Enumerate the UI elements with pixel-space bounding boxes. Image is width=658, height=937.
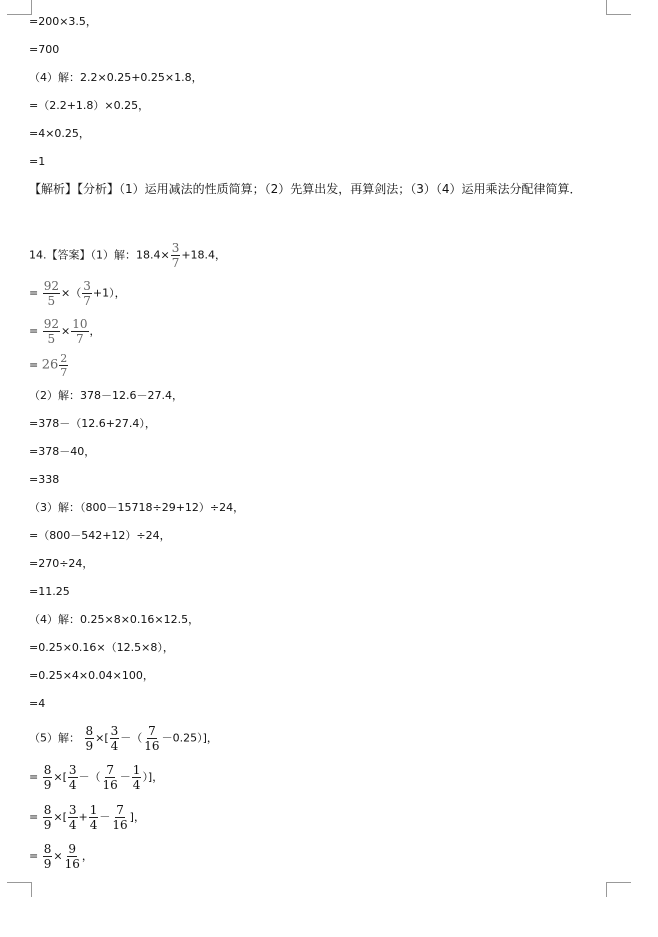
fraction-eight-ninths: $\frac{8}{9}$: [85, 724, 94, 753]
fraction-seven-sixteenths: $\frac{7}{16}$: [144, 724, 160, 753]
fraction-seven-sixteenths: $\frac{7}{16}$: [112, 803, 128, 832]
answer-14-suffix: +18.4，: [181, 248, 227, 262]
fraction-eight-ninths: $\frac{8}{9}$: [43, 842, 52, 871]
fraction-three-sevenths: $\frac{3}{7}$: [171, 241, 180, 270]
step-line-fraction: = $\frac{92}{5}$ ×（ $\frac{3}{7}$ +1），: [29, 279, 126, 308]
fraction-three-fourths: $\frac{3}{4}$: [68, 803, 77, 832]
crop-mark-top-left: [7, 0, 32, 15]
step-line-fraction: = $\frac{8}{9}$ ×[ $\frac{3}{4}$ + $\frac{1}{4}$ － $\frac{7}{16}$ ]，: [29, 803, 145, 832]
step-line: =378－（12.6+27.4），: [29, 417, 156, 430]
step-line: =（800－542+12）÷24，: [29, 529, 171, 542]
mixed-number-whole: 26: [41, 357, 59, 373]
step-line: =338: [29, 473, 60, 486]
fraction-eight-ninths: $\frac{8}{9}$: [43, 763, 52, 792]
step-line: （3）解：（800－15718÷29+12）÷24，: [29, 501, 245, 514]
step-line: =（2.2+1.8）×0.25，: [29, 99, 150, 112]
fraction-three-sevenths: $\frac{3}{7}$: [83, 279, 91, 308]
crop-mark-top-right: [606, 0, 631, 15]
fraction-three-fourths: $\frac{3}{4}$: [68, 763, 77, 792]
fraction-seven-sixteenths: $\frac{7}{16}$: [102, 763, 118, 792]
step-line: =4×0.25，: [29, 127, 90, 140]
crop-mark-bottom-left: [7, 882, 32, 897]
step-line: （4）解：0.25×8×0.16×12.5，: [29, 613, 200, 626]
step-line: =270÷24，: [29, 557, 94, 570]
step-line: （4）解：2.2×0.25+0.25×1.8，: [29, 71, 203, 84]
fraction-ninetytwo-fifths: $\frac{92}{5}$: [43, 279, 59, 308]
step-line: =1: [29, 155, 46, 168]
step-line-fraction: = $\frac{8}{9}$ × $\frac{9}{16}$ ，: [29, 842, 93, 871]
crop-mark-bottom-right: [606, 882, 631, 897]
fraction-two-sevenths: $\frac{2}{7}$: [60, 352, 68, 379]
analysis-paragraph: 【解析】【分析】（1）运用减法的性质简算；（2）先算出发，再算剑法；（3）（4）运用乘法分配律简算．: [29, 182, 582, 196]
fraction-ninetytwo-fifths: $\frac{92}{5}$: [43, 317, 59, 346]
step-line: =4: [29, 697, 46, 710]
step-line-fraction: = $\frac{92}{5}$ × $\frac{10}{7}$ ，: [29, 317, 101, 346]
fraction-one-fourth: $\frac{1}{4}$: [89, 803, 98, 832]
step-line: =378－40，: [29, 445, 96, 458]
fraction-three-fourths: $\frac{3}{4}$: [110, 724, 119, 753]
step-line: =0.25×0.16×（12.5×8），: [29, 641, 174, 654]
fraction-eight-ninths: $\frac{8}{9}$: [43, 803, 52, 832]
answer-14-header: [29, 242, 226, 269]
answer-14-prefix: 14.【答案】（1）解：18.4×: [29, 248, 170, 262]
fraction-nine-sixteenths: $\frac{9}{16}$: [64, 842, 80, 871]
step-line: =200×3.5，: [29, 15, 97, 28]
step-line: （2）解：378－12.6－27.4，: [29, 389, 183, 402]
fraction-one-fourth: $\frac{1}{4}$: [132, 763, 141, 792]
step-line: =11.25: [29, 585, 70, 598]
step-line-fraction: = 26 $\frac{2}{7}$: [29, 352, 68, 379]
step-line-fraction: = $\frac{8}{9}$ ×[ $\frac{3}{4}$ －（ $\frac{7}{16}$ － $\frac{1}{4}$ ）]，: [29, 763, 164, 792]
fraction-ten-sevenths: $\frac{10}{7}$: [72, 317, 88, 346]
step-line: =0.25×4×0.04×100，: [29, 669, 154, 682]
step-line: =700: [29, 43, 60, 56]
step-line-fraction: （5）解： $\frac{8}{9}$ ×[ $\frac{3}{4}$ －（ $\frac{7}{16}$ －0.25）]，: [29, 724, 218, 753]
